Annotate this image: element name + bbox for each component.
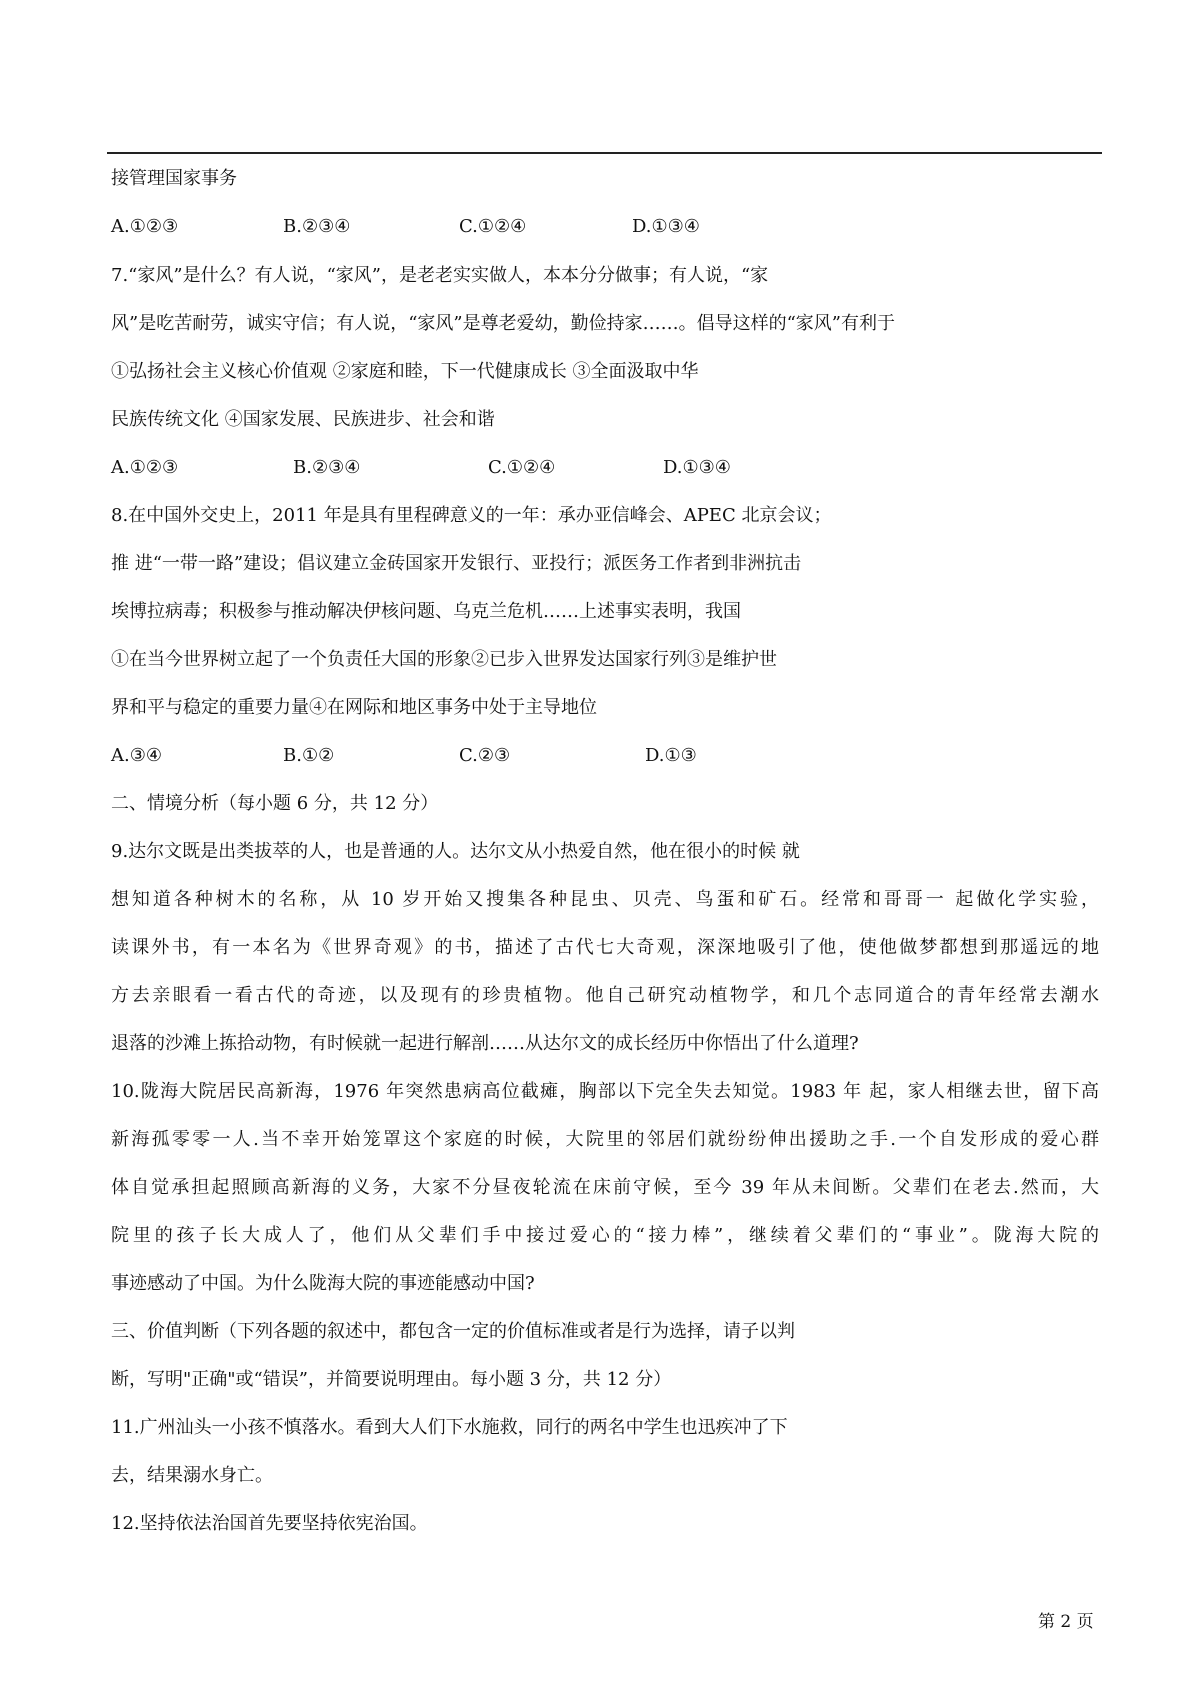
- q6-option-c: C.①②④: [459, 216, 527, 237]
- q11-line: 去，结果溺水身亡。: [111, 1465, 273, 1486]
- q7-line: 风”是吃苦耐劳，诚实守信；有人说，“家风”是尊老爱幼，勤俭持家……。倡导这样的“家风”有利于: [111, 313, 896, 334]
- q8-option-a: A.③④: [111, 745, 162, 766]
- continuation-line: 接管理国家事务: [111, 168, 237, 189]
- q9-line: 9.达尔文既是出类拔萃的人，也是普通的人。达尔文从小热爱自然，他在很小的时候 就: [111, 841, 800, 862]
- q8-line: 界和平与稳定的重要力量④在网际和地区事务中处于主导地位: [111, 697, 597, 718]
- q9-line: 读课外书，有一本名为《世界奇观》的书，描述了古代七大奇观，深深地吸引了他，使他做梦都想到那遥远的地: [111, 937, 1099, 958]
- q9-line: 退落的沙滩上拣拾动物，有时候就一起进行解剖……从达尔文的成长经历中你悟出了什么道理?: [111, 1033, 859, 1054]
- q7-option-c: C.①②④: [488, 457, 556, 478]
- q11-line: 11.广州汕头一小孩不慎落水。看到大人们下水施救，同行的两名中学生也迅疾冲了下: [111, 1417, 788, 1438]
- q10-line: 新海孤零零一人.当不幸开始笼罩这个家庭的时候，大院里的邻居们就纷纷伸出援助之手.一个自发形成的爱心群: [111, 1129, 1099, 1150]
- header-rule: [107, 152, 1102, 154]
- section2-heading: 二、情境分析（每小题 6 分，共 12 分）: [111, 793, 439, 814]
- q7-option-a: A.①②③: [111, 457, 179, 478]
- q10-line: 体自觉承担起照顾高新海的义务，大家不分昼夜轮流在床前守候，至今 39 年从未间断。父辈们在老去.然而，大: [111, 1177, 1099, 1198]
- q8-line: 埃博拉病毒；积极参与推动解决伊核问题、乌克兰危机……上述事实表明，我国: [111, 601, 741, 622]
- q6-option-b: B.②③④: [283, 216, 351, 237]
- q6-option-a: A.①②③: [111, 216, 179, 237]
- q8-option-b: B.①②: [283, 745, 335, 766]
- q6-option-d: D.①③④: [632, 216, 700, 237]
- q10-line: 院里的孩子长大成人了，他们从父辈们手中接过爱心的“接力棒”，继续着父辈们的“事业”。陇海大院的: [111, 1225, 1099, 1246]
- q8-line: ①在当今世界树立起了一个负责任大国的形象②已步入世界发达国家行列③是维护世: [111, 649, 777, 670]
- q8-option-c: C.②③: [459, 745, 511, 766]
- section3-heading: 三、价值判断（下列各题的叙述中，都包含一定的价值标准或者是行为选择，请子以判: [111, 1321, 795, 1342]
- q7-option-d: D.①③④: [663, 457, 731, 478]
- q10-line: 事迹感动了中国。为什么陇海大院的事迹能感动中国?: [111, 1273, 535, 1294]
- q7-line: 7.“家风”是什么？有人说，“家风”，是老老实实做人，本本分分做事；有人说，“家: [111, 265, 769, 286]
- q12-line: 12.坚持依法治国首先要坚持依宪治国。: [111, 1513, 428, 1534]
- q10-line: 10.陇海大院居民高新海，1976 年突然患病高位截瘫，胸部以下完全失去知觉。1983 年 起，家人相继去世，留下高: [111, 1081, 1099, 1102]
- q8-line: 推 进“一带一路”建设；倡议建立金砖国家开发银行、亚投行；派医务工作者到非洲抗击: [111, 553, 802, 574]
- page-number: 第 2 页: [1038, 1612, 1094, 1632]
- q7-line: ①弘扬社会主义核心价值观 ②家庭和睦，下一代健康成长 ③全面汲取中华: [111, 361, 699, 382]
- q7-option-b: B.②③④: [293, 457, 361, 478]
- q7-line: 民族传统文化 ④国家发展、民族进步、社会和谐: [111, 409, 495, 430]
- q8-line: 8.在中国外交史上，2011 年是具有里程碑意义的一年：承办亚信峰会、APEC 北京会议；: [111, 505, 832, 526]
- q8-option-d: D.①③: [645, 745, 697, 766]
- q9-line: 方去亲眼看一看古代的奇迹，以及现有的珍贵植物。他自己研究动植物学，和几个志同道合的青年经常去潮水: [111, 985, 1099, 1006]
- section3-heading: 断，写明"正确"或“错误”，并简要说明理由。每小题 3 分，共 12 分）: [111, 1369, 672, 1390]
- q9-line: 想知道各种树木的名称，从 10 岁开始又搜集各种昆虫、贝壳、鸟蛋和矿石。经常和哥哥一 起做化学实验，: [111, 889, 1099, 910]
